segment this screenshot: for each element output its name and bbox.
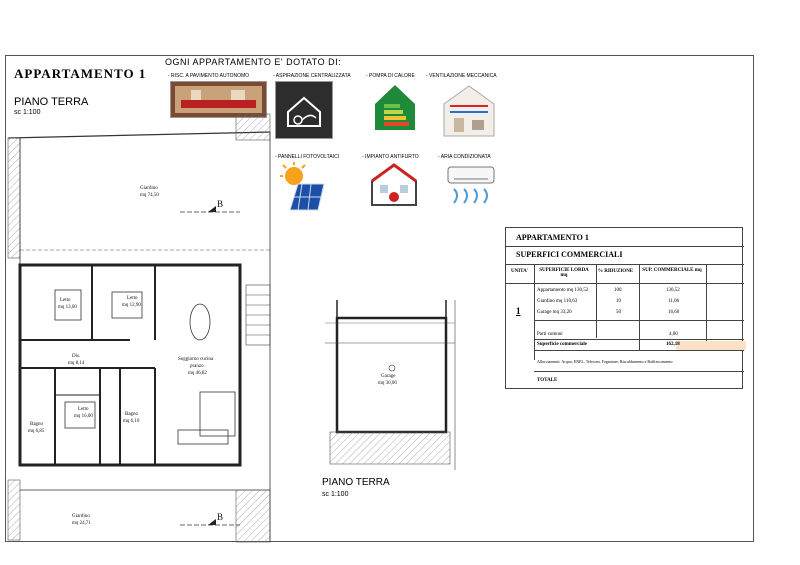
row-garage-pct: 50 (616, 310, 621, 315)
total-label: TOTALE (537, 378, 558, 383)
living-area: mq 46,82 (188, 371, 207, 376)
bedroom-2-label: Letto (127, 296, 138, 301)
garage-scale-label: sc 1:100 (322, 491, 349, 498)
section-marker-b-top: B (217, 199, 224, 209)
garage-area: mq 30,00 (378, 381, 397, 386)
bedroom-3-area: mq 16,00 (74, 414, 93, 419)
bedroom-1-label: Letto (60, 298, 71, 303)
commercial-total-label: Superficie commerciale (537, 342, 588, 347)
garden-bottom-label: Giardino (72, 514, 90, 519)
row-garage-desc: Garage mq 33,20 (537, 310, 572, 315)
bedroom-3-label: Letto (78, 407, 89, 412)
row-garden-sup: 11,06 (668, 299, 680, 304)
row-apartment-desc: Appartamento mq 130,52 (537, 288, 589, 293)
feature-label-heating: - RISC. A PAVIMENTO AUTONOMO (168, 73, 250, 79)
commercial-area-table (505, 227, 743, 389)
row-apartment-sup: 130,52 (666, 288, 680, 293)
header-gross: SUPERFICIE LORDA mq (539, 268, 589, 278)
row-garden-pct: 10 (616, 299, 621, 304)
table-title: APPARTAMENTO 1 (516, 233, 589, 242)
utilities-note: Allacciamenti: Acqua, ENEL, Telecom, Fognature, Riscaldamento e Raffrescamento (537, 359, 673, 364)
common-parts-value: 4,00 (669, 332, 678, 337)
feature-label-heatpump: - POMPA DI CALORE (366, 73, 415, 79)
feature-label-vacuum: - ASPIRAZIONE CENTRALIZZATA (273, 73, 351, 79)
feature-label-ventilation: - VENTILAZIONE MECCANICA (426, 73, 497, 79)
common-parts-label: Parti comuni (537, 332, 563, 337)
feature-label-ac: - ARIA CONDIZIONATA (438, 154, 491, 160)
row-apartment-pct: 100 (614, 288, 622, 293)
header-reduction: % RIDUZIONE (598, 269, 634, 274)
header-unit: UNITA' (511, 269, 529, 274)
features-heading: OGNI APPARTAMENTO E' DOTATO DI: (165, 57, 342, 67)
bathroom-2-label: Bagno (125, 412, 139, 417)
bathroom-1-area: mq 6,85 (28, 429, 45, 434)
feature-label-solar: - PANNELLI FOTOVOLTAICI (275, 154, 340, 160)
floor-label: PIANO TERRA (14, 96, 89, 108)
garden-bottom-area: mq 24,71 (72, 521, 91, 526)
hall-label: Dis. (72, 354, 81, 359)
bathroom-2-area: mq 6,10 (123, 419, 140, 424)
unit-number: 1 (516, 306, 521, 316)
commercial-total-value: 162,18 (666, 342, 680, 347)
hall-area: mq 8,14 (68, 361, 85, 366)
header-commercial: SUP. COMMERCIALE mq (642, 268, 702, 273)
living-label-2: pranzo (190, 364, 204, 369)
bathroom-1-label: Bagno (30, 422, 44, 427)
scale-label: sc 1:100 (14, 109, 41, 116)
bedroom-1-area: mq 13,60 (58, 305, 77, 310)
living-label: Soggiorno cucina (178, 357, 214, 362)
section-marker-b-bottom: B (217, 512, 224, 522)
feature-label-alarm: - IMPIANTO ANTIFURTO (362, 154, 419, 160)
garage-label: Garage (381, 374, 396, 379)
row-garage-sup: 16,60 (668, 310, 680, 315)
garage-floor-label: PIANO TERRA (322, 477, 390, 488)
garden-top-label: Giardino (140, 186, 158, 191)
row-garden-desc: Giardino mq 110,63 (537, 299, 578, 304)
page-title: APPARTAMENTO 1 (14, 66, 147, 81)
table-subtitle: SUPERFICI COMMERCIALI (516, 250, 623, 259)
bedroom-2-area: mq 12,90 (122, 303, 141, 308)
garden-top-area: mq 74,50 (140, 193, 159, 198)
